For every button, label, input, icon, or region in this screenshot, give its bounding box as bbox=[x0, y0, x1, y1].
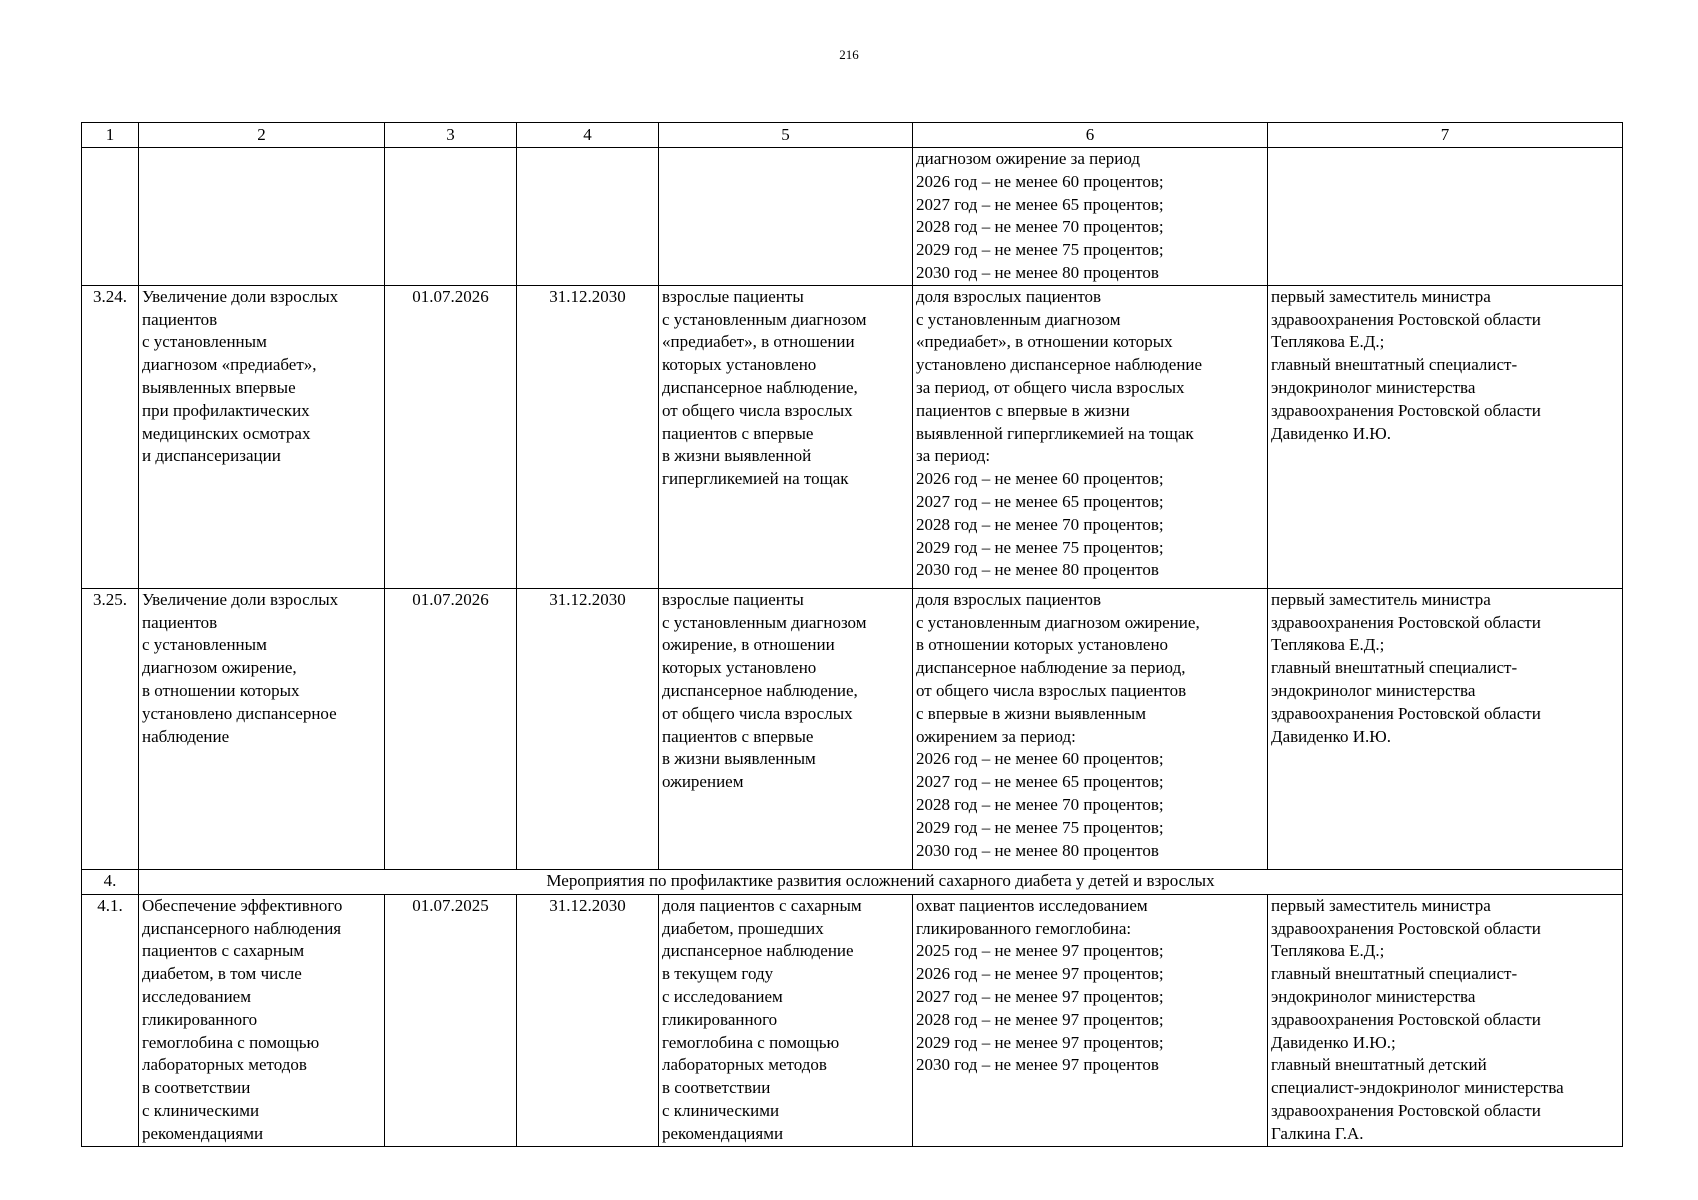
table-row bbox=[82, 588, 1623, 869]
cell-start-date: 01.07.2025 bbox=[385, 894, 517, 1146]
table-row-continuation bbox=[82, 148, 1623, 286]
cell-indicator: доля взрослых пациентов с установленным диагнозом ожирение, в отношении которых установлено диспансерное наблюдение за период, от общего числа взрослых пациентов с впервые в жизни выявленным ожирением за период: 2026 год – не менее 60 процентов; 2027 год – не менее 65 процентов; 2028 год – не менее 70 процентов; 2029 год – не менее 75 процентов; 2030 год – не менее 80 процентов bbox=[913, 588, 1268, 869]
cell-end-date: 31.12.2030 bbox=[517, 894, 659, 1146]
column-header: 2 bbox=[139, 123, 385, 148]
cell-number: 3.25. bbox=[82, 588, 139, 869]
column-header: 3 bbox=[385, 123, 517, 148]
cell-end-date: 31.12.2030 bbox=[517, 588, 659, 869]
cell-start-date: 01.07.2026 bbox=[385, 285, 517, 588]
cell-result: взрослые пациенты с установленным диагнозом ожирение, в отношении которых установлено диспансерное наблюдение, от общего числа взрослых пациентов с впервые в жизни выявленным ожирением bbox=[659, 588, 913, 869]
cell-measure-name: Обеспечение эффективного диспансерного наблюдения пациентов с сахарным диабетом, в том числе исследованием гликированного гемоглобина с помощью лабораторных методов в соответствии с клиническими рекомендациями bbox=[139, 894, 385, 1146]
cell-responsible: первый заместитель министра здравоохранения Ростовской области Теплякова Е.Д.; главный внештатный специалист- эндокринолог министерства здравоохранения Ростовской области Давиденко И.Ю. bbox=[1268, 588, 1623, 869]
table-row bbox=[82, 894, 1623, 1146]
cell-empty bbox=[385, 148, 517, 286]
cell-result: взрослые пациенты с установленным диагнозом «предиабет», в отношении которых установлено диспансерное наблюдение, от общего числа взрослых пациентов с впервые в жизни выявленной гипергликемией на тощак bbox=[659, 285, 913, 588]
column-header: 6 bbox=[913, 123, 1268, 148]
cell-indicator: диагнозом ожирение за период 2026 год – не менее 60 процентов; 2027 год – не менее 65 процентов; 2028 год – не менее 70 процентов; 2029 год – не менее 75 процентов; 2030 год – не менее 80 процентов bbox=[913, 148, 1268, 286]
measures-table bbox=[81, 122, 1623, 1147]
column-header: 1 bbox=[82, 123, 139, 148]
cell-number: 4.1. bbox=[82, 894, 139, 1146]
cell-responsible: первый заместитель министра здравоохранения Ростовской области Теплякова Е.Д.; главный внештатный специалист- эндокринолог министерства здравоохранения Ростовской области Давиденко И.Ю.; главный внештатный детский специалист-эндокринолог министерства здравоохранения Ростовской области Галкина Г.А. bbox=[1268, 894, 1623, 1146]
cell-empty bbox=[517, 148, 659, 286]
cell-indicator: доля взрослых пациентов с установленным диагнозом «предиабет», в отношении которых установлено диспансерное наблюдение за период, от общего числа взрослых пациентов с впервые в жизни выявленной гипергликемией на тощак за период: 2026 год – не менее 60 процентов; 2027 год – не менее 65 процентов; 2028 год – не менее 70 процентов; 2029 год – не менее 75 процентов; 2030 год – не менее 80 процентов bbox=[913, 285, 1268, 588]
cell-number: 3.24. bbox=[82, 285, 139, 588]
page-number: 216 bbox=[839, 47, 859, 62]
section-number: 4. bbox=[82, 869, 139, 894]
cell-empty bbox=[659, 148, 913, 286]
cell-empty bbox=[82, 148, 139, 286]
cell-result: доля пациентов с сахарным диабетом, прошедших диспансерное наблюдение в текущем году с исследованием гликированного гемоглобина с помощью лабораторных методов в соответствии с клиническими рекомендациями bbox=[659, 894, 913, 1146]
cell-end-date: 31.12.2030 bbox=[517, 285, 659, 588]
column-header: 5 bbox=[659, 123, 913, 148]
table-row bbox=[82, 285, 1623, 588]
column-header: 7 bbox=[1268, 123, 1623, 148]
cell-responsible: первый заместитель министра здравоохранения Ростовской области Теплякова Е.Д.; главный внештатный специалист- эндокринолог министерства здравоохранения Ростовской области Давиденко И.Ю. bbox=[1268, 285, 1623, 588]
cell-empty bbox=[1268, 148, 1623, 286]
cell-indicator: охват пациентов исследованием гликированного гемоглобина: 2025 год – не менее 97 процентов; 2026 год – не менее 97 процентов; 2027 год – не менее 97 процентов; 2028 год – не менее 97 процентов; 2029 год – не менее 97 процентов; 2030 год – не менее 97 процентов bbox=[913, 894, 1268, 1146]
column-header: 4 bbox=[517, 123, 659, 148]
section-title: Мероприятия по профилактике развития осложнений сахарного диабета у детей и взрослых bbox=[139, 869, 1623, 894]
cell-start-date: 01.07.2026 bbox=[385, 588, 517, 869]
cell-measure-name: Увеличение доли взрослых пациентов с установленным диагнозом ожирение, в отношении которых установлено диспансерное наблюдение bbox=[139, 588, 385, 869]
column-number-row bbox=[82, 123, 1623, 148]
section-row bbox=[82, 869, 1623, 894]
cell-measure-name: Увеличение доли взрослых пациентов с установленным диагнозом «предиабет», выявленных впервые при профилактических медицинских осмотрах и диспансеризации bbox=[139, 285, 385, 588]
cell-empty bbox=[139, 148, 385, 286]
